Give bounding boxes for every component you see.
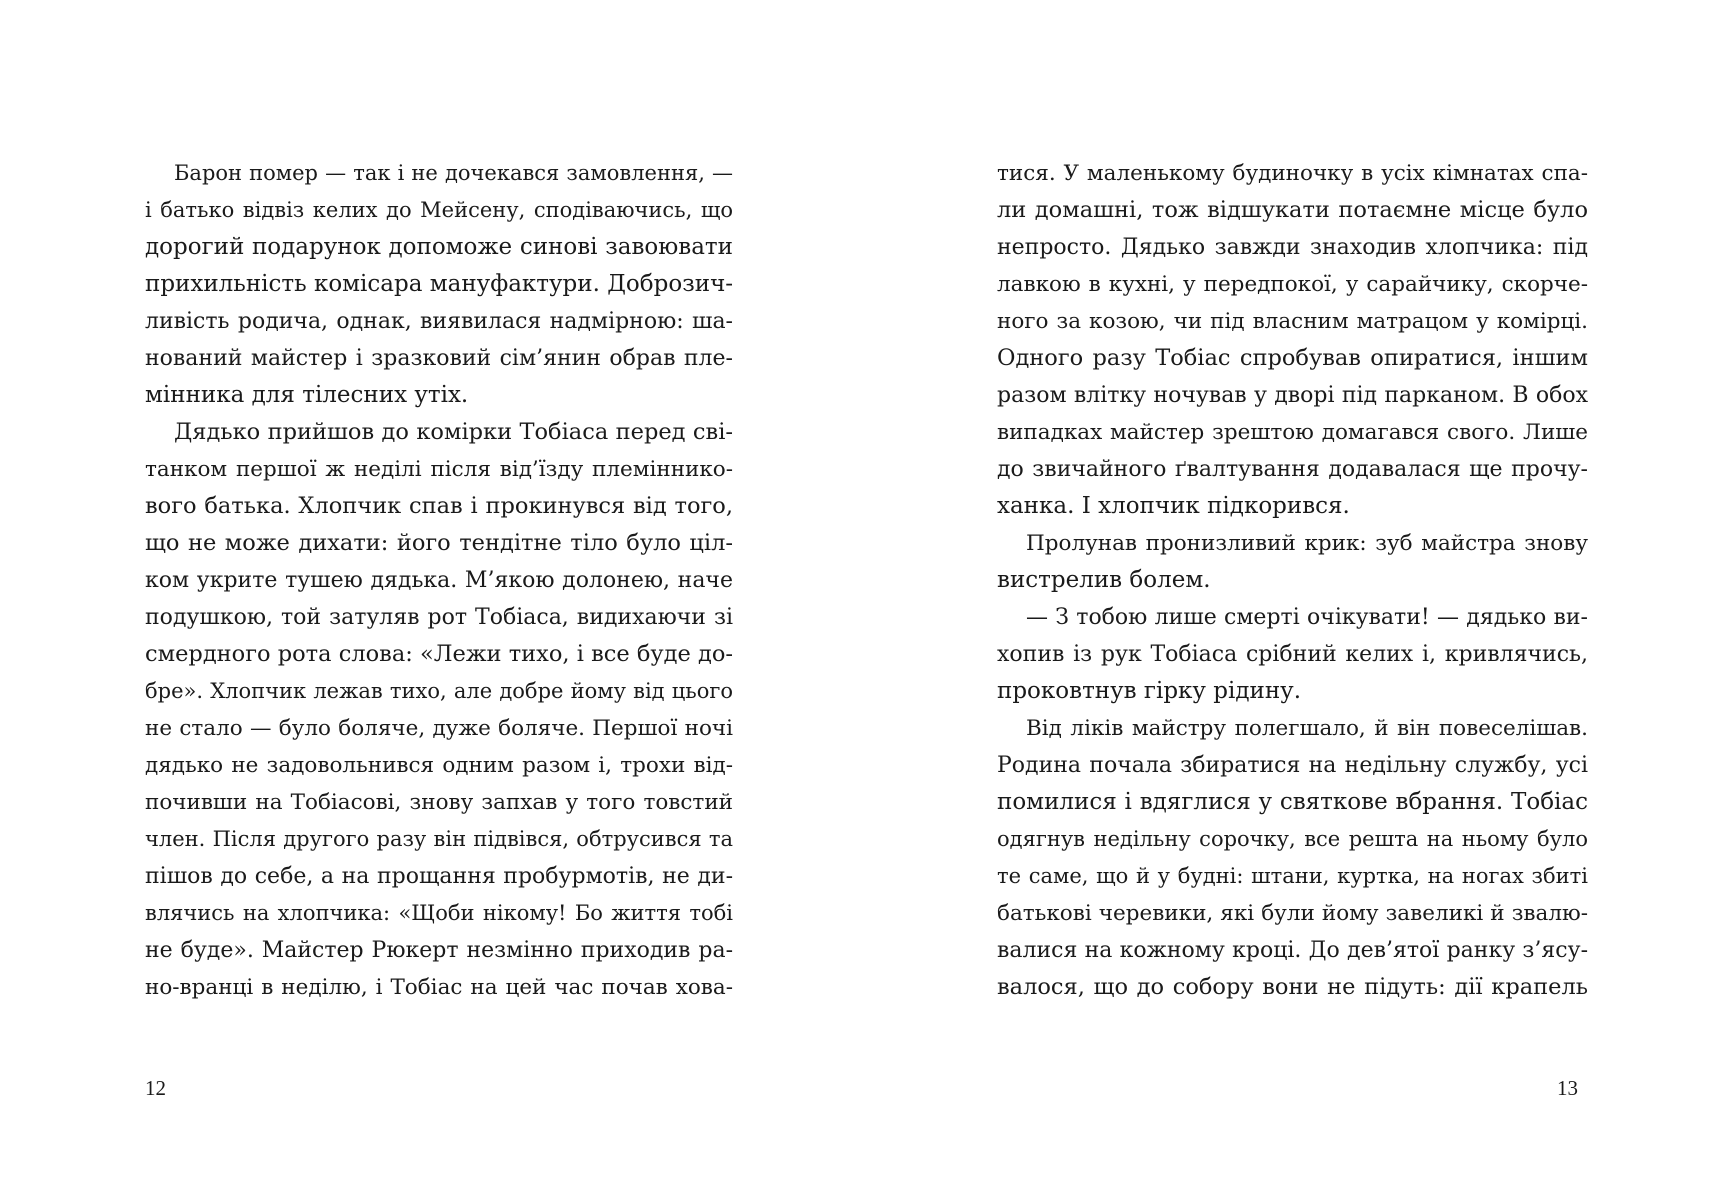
text-line: випадках майстер зрештою домагався свого. Лише [997,420,1588,445]
text-line: ного за козою, чи під власним матрацом у комірці. [997,309,1588,334]
text-line: но-вранці в неділю, і Тобіас на цей час почав хова- [145,975,733,1000]
text-line: нований майстер і зразковий сім’янин обрав пле- [145,346,733,371]
right-page-number: 13 [1557,1076,1578,1100]
text-line: Одного разу Тобіас спробував опиратися, іншим [997,345,1588,371]
text-line: Пролунав пронизливий крик: зуб майстра знову [1026,531,1588,556]
left-page-text [145,155,733,1006]
text-line: тися. У маленькому будиночку в усіх кімнатах спа- [997,161,1588,186]
text-line: почивши на Тобіасові, знову запхав у того товстий [145,790,733,815]
text-line: непросто. Дядько завжди знаходив хлопчика: під [997,235,1588,260]
text-line: влячись на хлопчика: «Щоби нікому! Бо життя тобі [145,901,733,925]
text-line: ком укрите тушею дядька. М’якою долонею, наче [145,568,733,593]
text-line: Родина почала збиратися на недільну службу, усі [997,753,1588,778]
text-line: пішов до себе, а на прощання пробурмотів, не ди- [145,864,733,889]
text-line: батькові черевики, які були йому завеликі й звалю- [997,901,1588,926]
text-line: ли домашні, тож відшукати потаємне місце було [997,197,1588,223]
text-line: лавкою в кухні, у передпокої, у сарайчику, скорче- [997,272,1588,297]
text-line: валося, що до собору вони не підуть: дії крапель [997,974,1588,1000]
text-line: до звичайного ґвалтування додавалася ще прочу- [997,457,1588,482]
text-line: ливість родича, однак, виявилася надмірною: ша- [145,309,733,334]
text-line: дядько не задовольнився одним разом і, трохи від- [145,753,733,778]
text-line: помилися і вдяглися у святкове вбрання. Тобіас [997,789,1588,815]
text-line: мінника для тілесних утіх. [145,382,469,408]
right-page-text [997,155,1588,1006]
text-line: подушкою, той затуляв рот Тобіаса, видихаючи зі [145,605,733,630]
text-line: що не може дихати: його тендітне тіло було ціл- [145,530,733,556]
text-line: член. Після другого разу він підвівся, обтрусився та [145,827,733,851]
text-line: вистрелив болем. [997,567,1211,593]
text-line: смердного рота слова: «Лежи тихо, і все буде до- [145,641,733,667]
left-page-number: 12 [145,1076,166,1100]
text-line: вого батька. Хлопчик спав і прокинувся від того, [145,493,733,519]
text-line: те саме, що й у будні: штани, куртка, на ногах збиті [997,864,1588,888]
text-line: прихильність комісара мануфактури. Доброзич- [145,271,734,297]
text-line: ханка. І хлопчик підкорився. [997,493,1350,519]
text-line: бре». Хлопчик лежав тихо, але добре йому від цього [145,679,733,703]
text-line: — З тобою лише смерті очікувати! — дядько ви- [1026,605,1588,630]
text-line: разом влітку ночував у дворі під парканом. В обох [997,383,1588,408]
text-line: Барон помер — так і не дочекався замовлення, — [174,161,733,185]
text-line: Дядько прийшов до комірки Тобіаса перед сві- [174,419,733,445]
text-line: танком першої ж неділі після від’їзду племіннико- [145,457,733,482]
text-line: дорогий подарунок допоможе синові завоювати [145,234,733,260]
text-line: Від ліків майстру полегшало, й він повеселішав. [1026,716,1588,741]
text-line: валися на кожному кроці. До дев’ятої ранку з’ясу- [997,938,1588,963]
text-line: одягнув недільну сорочку, все решта на ньому було [997,827,1588,851]
text-line: не буде». Майстер Рюкерт незмінно приходив ра- [145,938,733,963]
text-line: і батько відвіз келих до Мейсену, сподіваючись, що [145,198,733,222]
text-line: проковтнув гірку рідину. [997,678,1302,704]
text-line: не стало — було боляче, дуже боляче. Першої ночі [145,716,733,741]
text-line: хопив із рук Тобіаса срібний келих і, кривлячись, [997,642,1588,667]
